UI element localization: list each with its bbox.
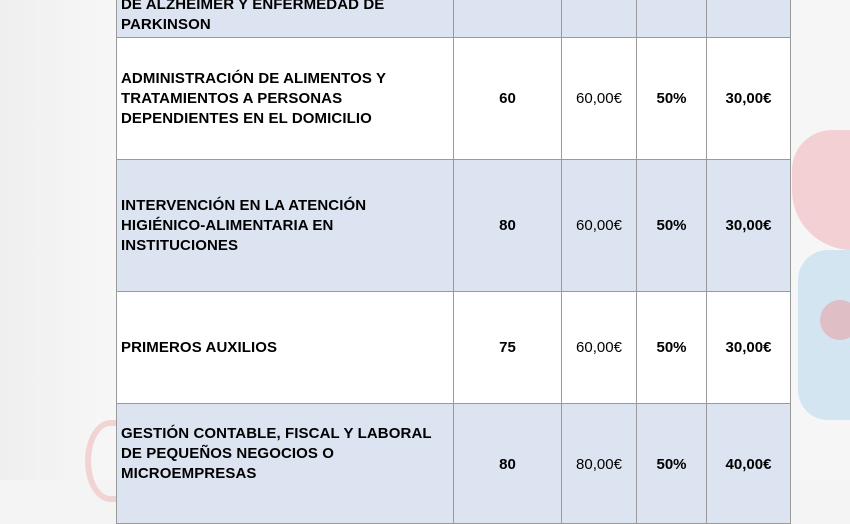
course-price: 60,00€ [562,38,637,160]
course-name: INTERVENCIÓN EN LA ATENCIÓN HIGIÉNICO-ALIMENTARIA EN INSTITUCIONES [117,160,454,292]
course-price [562,0,637,38]
course-hours: 60 [454,38,562,160]
course-discount: 50% [637,38,707,160]
course-price: 60,00€ [562,160,637,292]
decorative-shape [792,130,850,250]
course-total: 40,00€ [707,404,791,524]
course-discount: 50% [637,292,707,404]
table-row [117,160,791,292]
course-name: ADMINISTRACIÓN DE ALIMENTOS Y TRATAMIENTOS A PERSONAS DEPENDIENTES EN EL DOMICILIO [117,38,454,160]
course-name: DE ALZHEIMER Y ENFERMEDAD DE PARKINSON [117,0,454,38]
course-hours: 75 [454,292,562,404]
course-discount: 50% [637,160,707,292]
table-row [117,0,791,38]
course-price: 80,00€ [562,404,637,524]
course-price-table [116,0,791,524]
decorative-illustration [790,0,850,480]
course-hours [454,0,562,38]
course-total [707,0,791,38]
course-total: 30,00€ [707,292,791,404]
course-discount: 50% [637,404,707,524]
table-row [117,404,791,524]
course-name: PRIMEROS AUXILIOS [117,292,454,404]
course-discount [637,0,707,38]
table-row [117,292,791,404]
course-hours: 80 [454,160,562,292]
course-price: 60,00€ [562,292,637,404]
course-total: 30,00€ [707,38,791,160]
page-margin-left [0,0,118,480]
course-hours: 80 [454,404,562,524]
table-row [117,38,791,160]
course-name: GESTIÓN CONTABLE, FISCAL Y LABORAL DE PEQUEÑOS NEGOCIOS O MICROEMPRESAS [117,404,454,524]
course-total: 30,00€ [707,160,791,292]
